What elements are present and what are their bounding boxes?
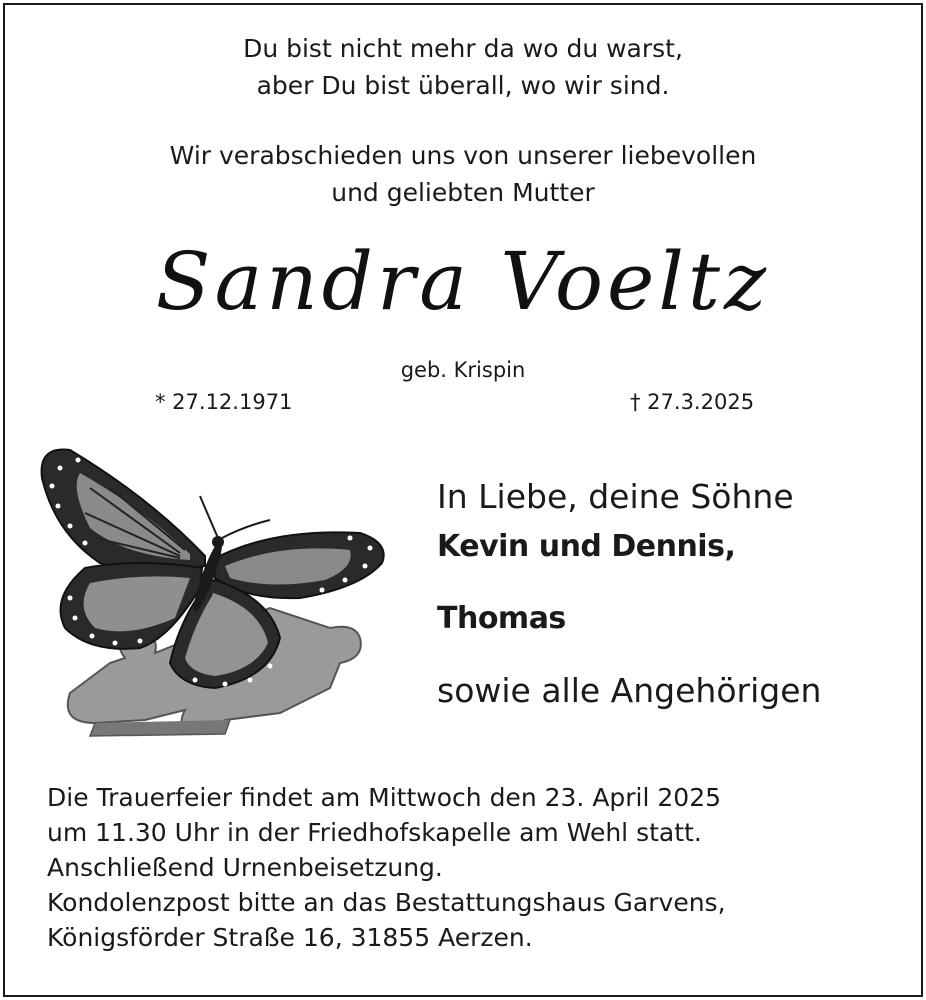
verse-line-2: aber Du bist überall, wo wir sind. [256, 71, 670, 100]
verse [0, 30, 926, 104]
verse-line-1: Du bist nicht mehr da wo du warst, [243, 34, 683, 63]
intro-line-2: und geliebten Mutter [331, 178, 595, 207]
details-line-4: Kondolenzpost bitte an das Bestattungshaus Garvens, [47, 888, 726, 917]
details-line-1: Die Trauerfeier findet am Mittwoch den 23. April 2025 [47, 783, 722, 812]
birth-date: * 27.12.1971 [155, 390, 293, 414]
intro-text [0, 137, 926, 211]
deceased-name: Sandra Voeltz [155, 235, 771, 328]
butterfly-on-puzzle-piece-icon [30, 438, 400, 738]
details-line-2: um 11.30 Uhr in der Friedhofskapelle am Wehl statt. [47, 818, 702, 847]
details-line-5: Königsförder Straße 16, 31855 Aerzen. [47, 923, 533, 952]
relatives-line: sowie alle Angehörigen [437, 671, 822, 710]
mourners [437, 472, 907, 716]
sons-names: Kevin und Dennis, [437, 529, 736, 564]
partner-name: Thomas [437, 601, 566, 636]
service-details [47, 780, 726, 955]
death-date: † 27.3.2025 [630, 390, 755, 414]
maiden-name: geb. Krispin [400, 358, 526, 382]
mourners-intro: In Liebe, deine Söhne [437, 477, 794, 516]
details-line-3: Anschließend Urnenbeisetzung. [47, 853, 443, 882]
intro-line-1: Wir verabschieden uns von unserer liebevollen [169, 141, 757, 170]
